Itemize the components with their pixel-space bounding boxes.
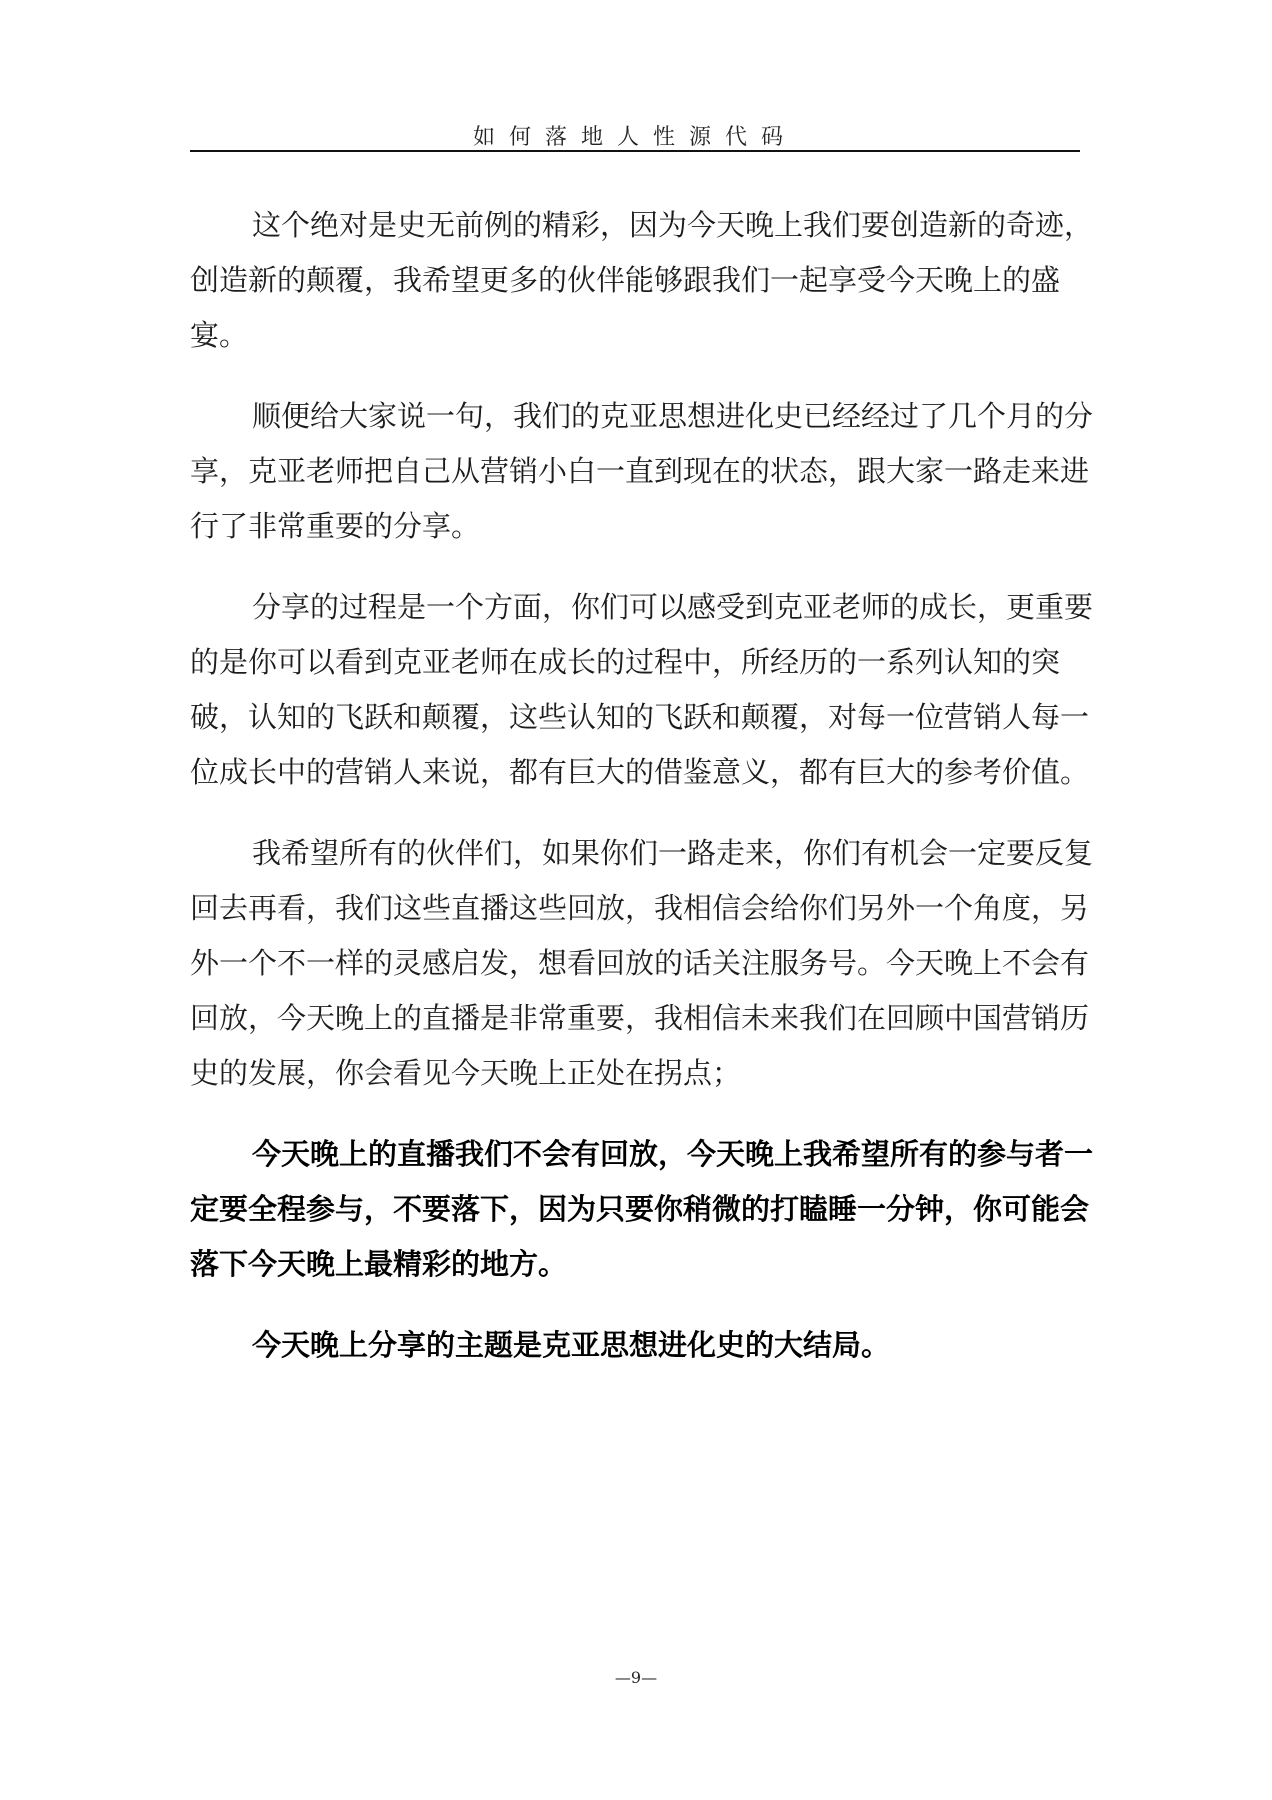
paragraph: 这个绝对是史无前例的精彩，因为今天晚上我们要创造新的奇迹，创造新的颠覆，我希望更多的伙伴能够跟我们一起享受今天晚上的盛宴。	[190, 208, 1094, 352]
running-header-title: 如何落地人性源代码	[472, 125, 797, 150]
header-divider	[190, 150, 1080, 152]
bold-paragraph: 今天晚上的直播我们不会有回放，今天晚上我希望所有的参与者一定要全程参与，不要落下，因为只要你稍微的打瞌睡一分钟，你可能会落下今天晚上最精彩的地方。	[190, 1137, 1094, 1281]
paragraph: 分享的过程是一个方面，你们可以感受到克亚老师的成长，更重要的是你可以看到克亚老师在成长的过程中，所经历的一系列认知的突破，认知的飞跃和颠覆，这些认知的飞跃和颠覆，对每一位营销人每一位成长中的营销人来说，都有巨大的借鉴意义，都有巨大的参考价值。	[190, 590, 1094, 789]
paragraph: 我希望所有的伙伴们，如果你们一路走来，你们有机会一定要反复回去再看，我们这些直播这些回放，我相信会给你们另外一个角度，另外一个不一样的灵感启发，想看回放的话关注服务号。今天晚上不会有回放，今天晚上的直播是非常重要，我相信未来我们在回顾中国营销历史的发展，你会看见今天晚上正处在拐点；	[190, 836, 1094, 1090]
body-text	[190, 198, 1100, 1399]
paragraph: 顺便给大家说一句，我们的克亚思想进化史已经经过了几个月的分享，克亚老师把自己从营销小白一直到现在的状态，跟大家一路走来进行了非常重要的分享。	[190, 399, 1094, 543]
bold-paragraph: 今天晚上分享的主题是克亚思想进化史的大结局。	[252, 1328, 891, 1362]
page-number: —9—	[614, 1668, 658, 1687]
